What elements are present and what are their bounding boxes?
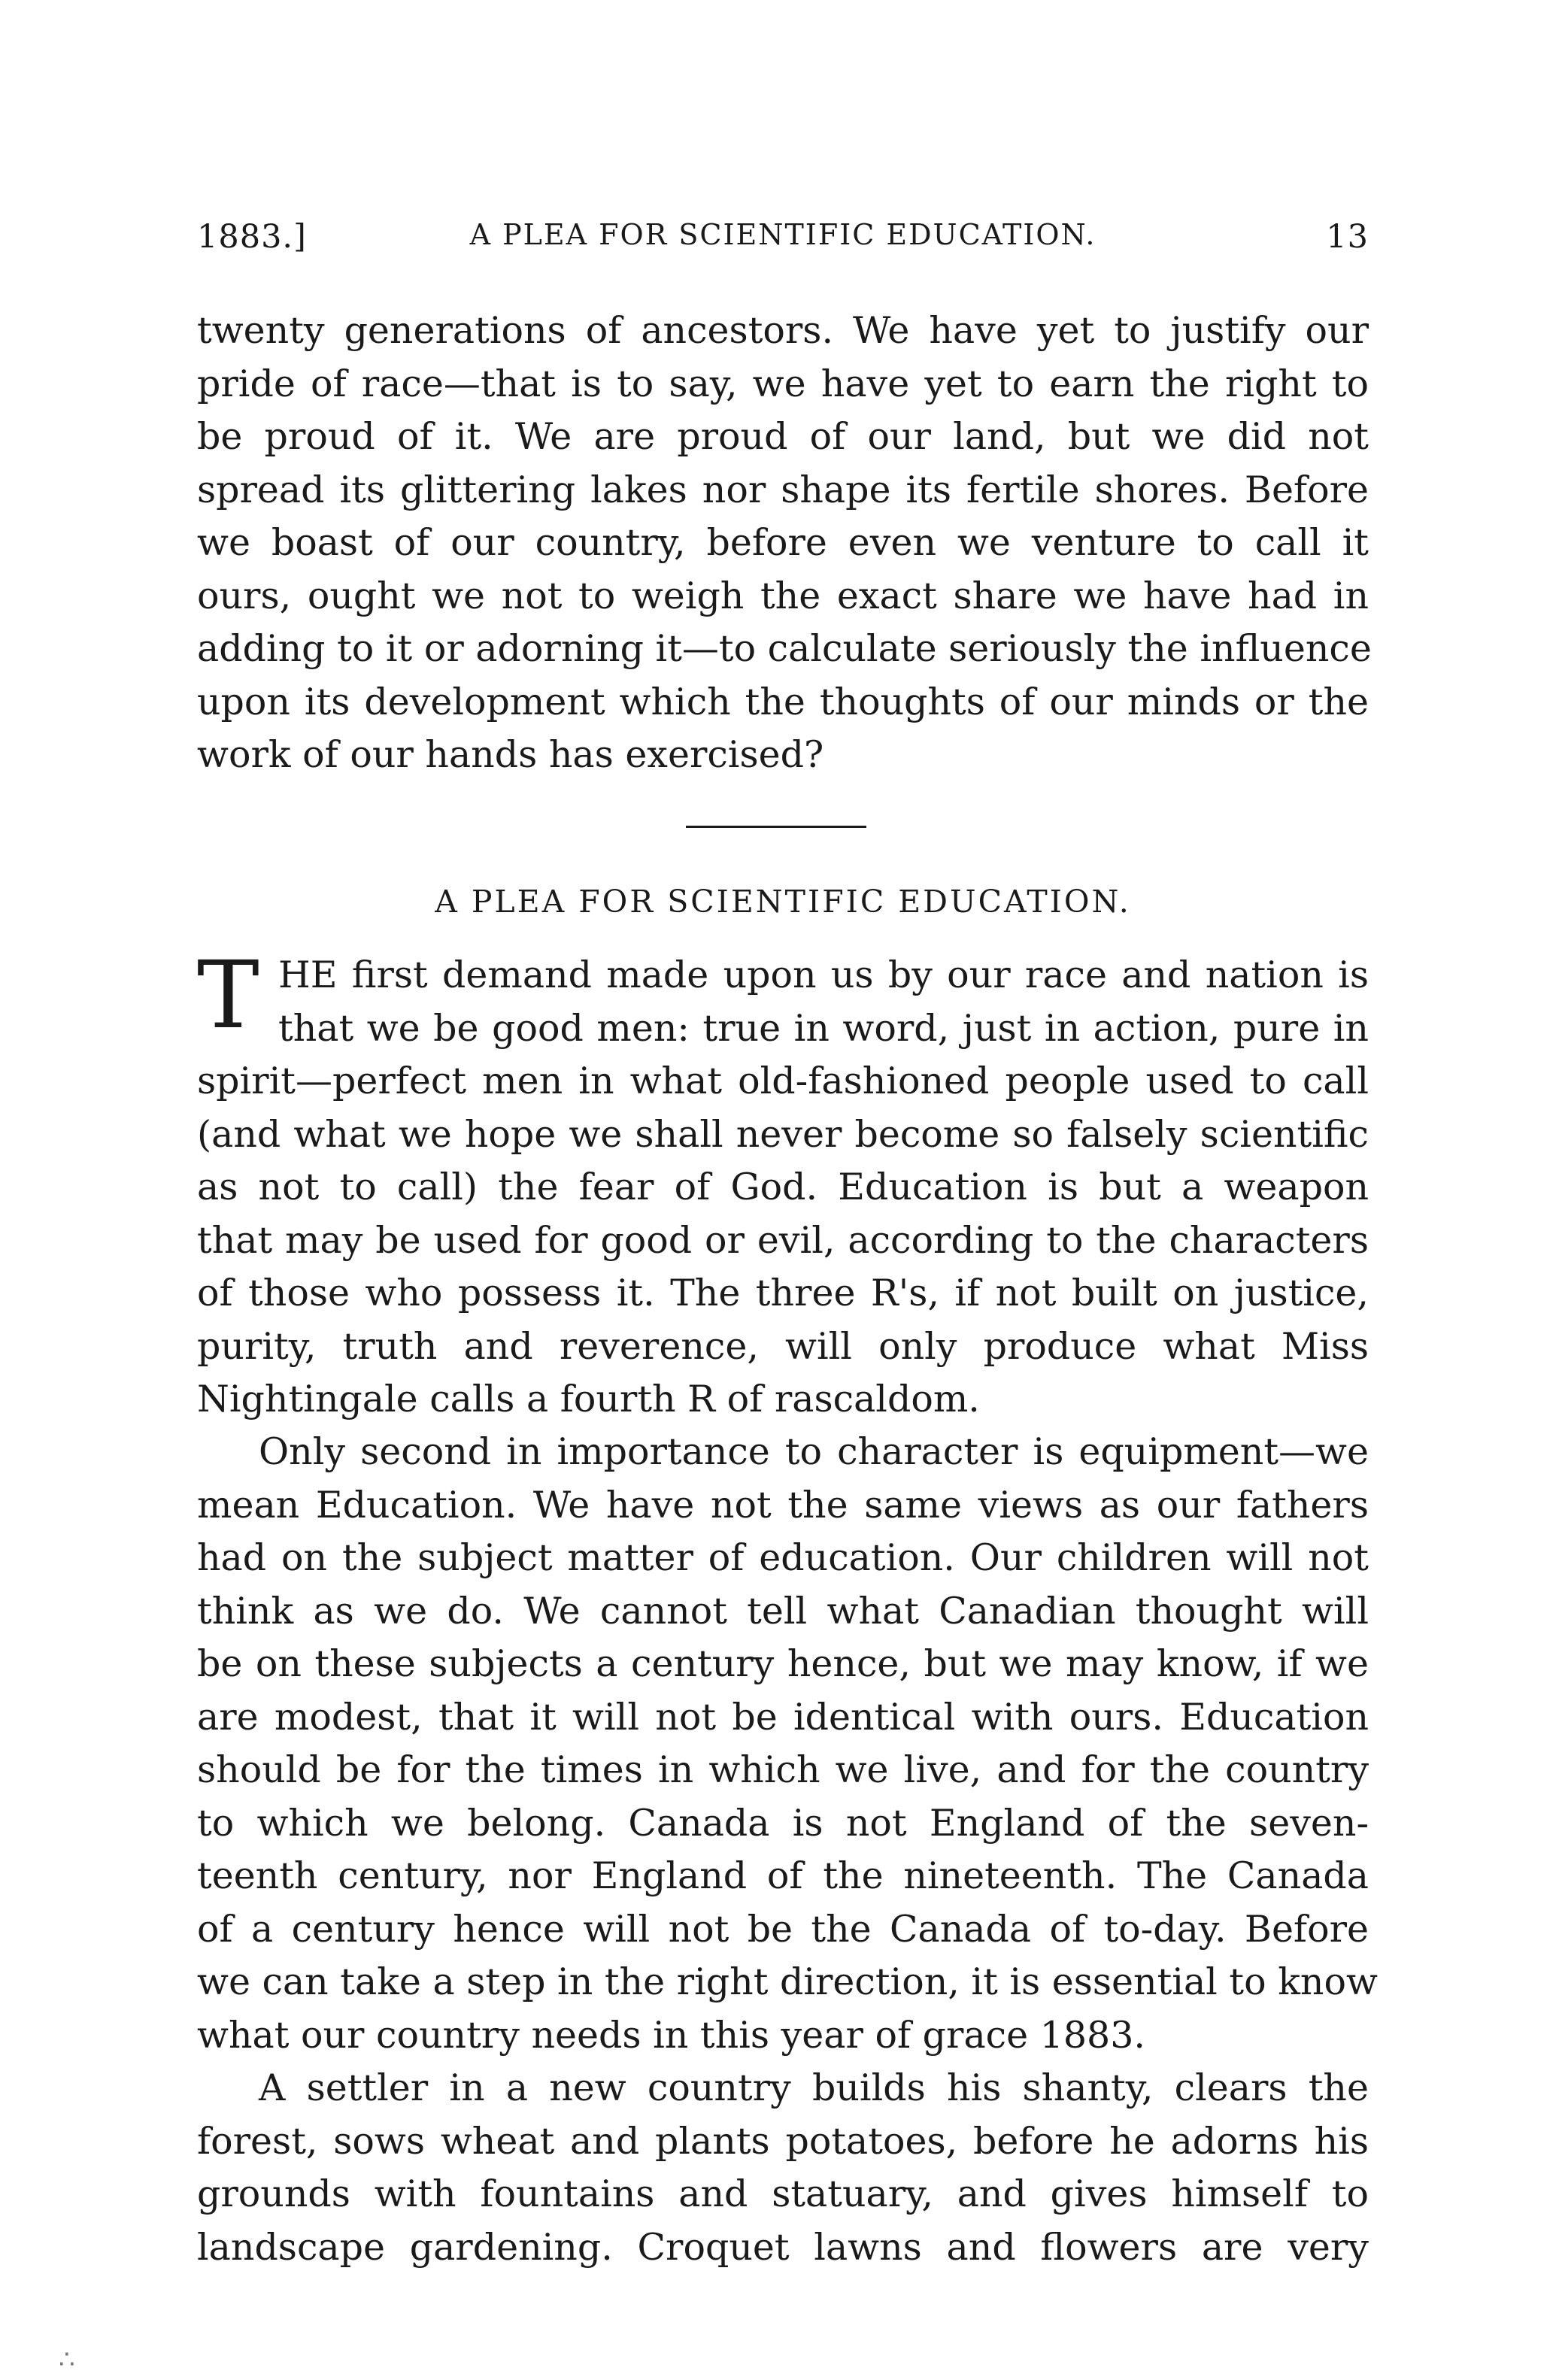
text-line: A settler in a new country builds his shanty, clears the — [259, 2066, 1369, 2109]
book-page — [197, 0, 1378, 2380]
text-line: ours, ought we not to weigh the exact share we have had in — [197, 574, 1369, 617]
text-line: that may be used for good or evil, according to the characters — [197, 1218, 1369, 1262]
text-line: we can take a step in the right direction, it is essential to know — [197, 1960, 1378, 2003]
text-line: mean Education. We have not the same views as our fathers — [197, 1483, 1369, 1527]
text-line: work of our hands has exercised? — [197, 733, 824, 776]
running-head-title: A PLEA FOR SCIENTIFIC EDUCATION. — [469, 218, 1096, 251]
text-line: twenty generations of ancestors. We have yet to justify our — [197, 309, 1369, 352]
text-line: landscape gardening. Croquet lawns and flowers are very — [197, 2225, 1369, 2269]
text-line: we boast of our country, before even we venture to call it — [197, 521, 1369, 564]
page-number: 13 — [1326, 218, 1369, 256]
text-line: teenth century, nor England of the nineteenth. The Canada — [197, 1854, 1369, 1897]
text-line: Nightingale calls a fourth R of rascaldom. — [197, 1378, 980, 1420]
preceding-paragraph — [197, 305, 1372, 782]
text-line: adding to it or adorning it—to calculate seriously the influence — [197, 627, 1372, 670]
text-line: HE first demand made upon us by our race and nation is — [278, 954, 1369, 996]
text-line: pride of race—that is to say, we have yet to earn the right to — [197, 362, 1369, 405]
text-line: spirit—perfect men in what old-fashioned people used to call — [197, 1060, 1369, 1102]
text-line: as not to call) the fear of God. Education is but a weapon — [197, 1166, 1369, 1208]
paragraph-2 — [197, 1426, 1378, 2062]
text-line: are modest, that it will not be identical with ours. Education — [197, 1695, 1369, 1739]
margin-mark: ∴ — [59, 2345, 75, 2375]
text-line: what our country needs in this year of grace 1883. — [197, 2013, 1145, 2057]
text-line: forest, sows wheat and plants potatoes, before he adorns his — [197, 2119, 1369, 2163]
text-line: be on these subjects a century hence, but we may know, if we — [197, 1642, 1369, 1685]
text-line: Only second in importance to character is equipment—we — [259, 1430, 1369, 1473]
section-divider-rule — [686, 826, 866, 828]
running-head — [197, 218, 1369, 271]
text-line: should be for the times in which we live, and for the country — [197, 1748, 1369, 1791]
text-line: purity, truth and reverence, will only produce what Miss — [197, 1324, 1369, 1368]
text-line: think as we do. We cannot tell what Canadian thought will — [197, 1589, 1369, 1633]
paragraph-1 — [197, 1055, 1369, 1426]
text-line: spread its glittering lakes nor shape its fertile shores. Before — [197, 468, 1369, 511]
text-line: (and what we hope we shall never become so falsely scientific — [197, 1112, 1369, 1156]
text-line: that we be good men: true in word, just in action, pure in — [278, 1006, 1369, 1050]
text-line: be proud of it. We are proud of our land, but we did not — [197, 415, 1369, 458]
text-line: had on the subject matter of education. Our children will not — [197, 1536, 1369, 1579]
drop-cap: T — [197, 941, 259, 1050]
section-heading: A PLEA FOR SCIENTIFIC EDUCATION. — [435, 884, 1131, 920]
running-head-year: 1883.] — [197, 218, 307, 256]
text-line: to which we belong. Canada is not England of the seven- — [197, 1801, 1369, 1845]
opening-lines — [197, 941, 1369, 1055]
paragraph-3 — [197, 2062, 1369, 2274]
text-line: of a century hence will not be the Canada of to-day. Before — [197, 1907, 1369, 1951]
text-line: grounds with fountains and statuary, and gives himself to — [197, 2172, 1369, 2215]
text-line: upon its development which the thoughts of our minds or the — [197, 680, 1369, 723]
text-line: of those who possess it. The three R's, if not built on justice, — [197, 1272, 1369, 1314]
